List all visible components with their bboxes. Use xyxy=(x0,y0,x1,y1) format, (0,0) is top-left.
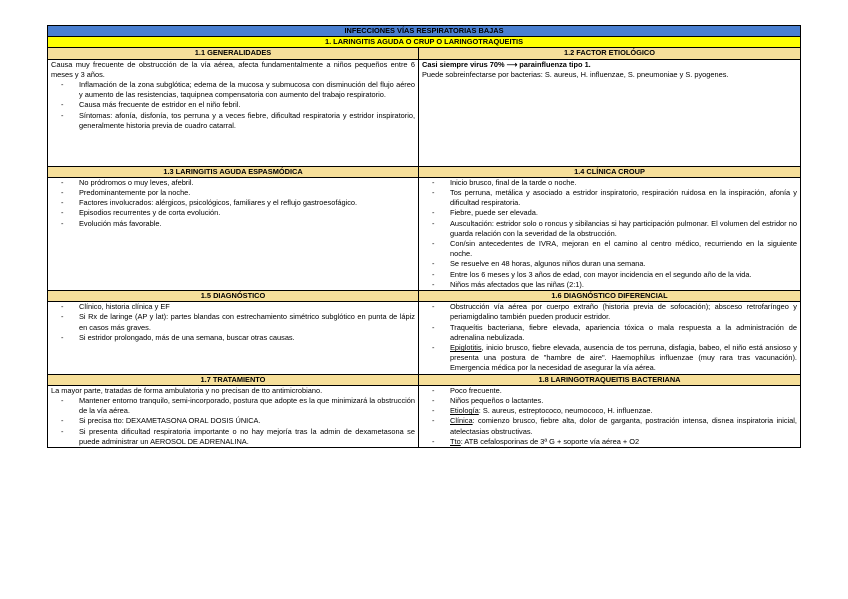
list-item: - Se resuelve en 48 horas, algunos niños duran una semana. xyxy=(422,259,797,269)
tratamiento-intro: La mayor parte, tratadas de forma ambulatoria y no precisan de tto antimicrobiano. xyxy=(51,385,323,395)
section-laringotraqueitis-bacteriana xyxy=(419,385,801,447)
section-header-diagnostico: 1.5 DIAGNÓSTICO xyxy=(48,291,419,302)
list-item: - Predominantemente por la noche. xyxy=(51,188,415,198)
list-item: - Entre los 6 meses y los 3 años de edad, con mayor incidencia en el segundo año de la vida. xyxy=(422,270,797,280)
list-item: - Clínico, historia clínica y EF xyxy=(51,302,415,312)
list-item: - Niños más afectados que las niñas (2:1). xyxy=(422,280,797,290)
diagnostico-diferencial-list xyxy=(422,302,797,373)
list-item: - Tos perruna, metálica y asociado a estridor inspiratorio, respiración ruidosa en la inspiración, afonía y dificultad respiratoria. xyxy=(422,188,797,208)
list-item: - No pródromos o muy leves, afebril. xyxy=(51,178,415,188)
epiglotitis-label: Epiglotitis xyxy=(450,343,482,353)
list-item: - Si presenta dificultad respiratoria importante o no hay mejoría tras la admin de dexametasona se puede administrar un AEROSOL DE ADRENALINA. xyxy=(51,427,415,447)
clinica-croup-list xyxy=(422,178,797,290)
generalidades-list xyxy=(51,80,415,131)
list-item: - Si estridor prolongado, más de una semana, buscar otras causas. xyxy=(51,333,415,343)
generalidades-intro: Causa muy frecuente de obstrucción de la vía aérea, afecta fundamentalmente a niños pequeños entre 6 meses y 3 años. xyxy=(51,59,415,79)
list-item xyxy=(422,437,797,447)
section-tratamiento xyxy=(48,385,419,447)
list-item: - Si Rx de laringe (AP y lat): partes blandas con estrechamiento simétrico subglótico en punta de lápiz en casos más graves. xyxy=(51,312,415,332)
section-header-clinica-croup: 1.4 CLÍNICA CROUP xyxy=(419,166,801,177)
clinica-text: : comienzo brusco, fiebre alta, dolor de garganta, postración intensa, disnea inspiratoria inicial, atelectasias obstructivas. xyxy=(450,416,797,436)
list-item: - Con/sin antecedentes de IVRA, mejoran en el camino al centro médico, recurriendo en la siguiente noche. xyxy=(422,239,797,259)
list-item: - Episodios recurrentes y de corta evolución. xyxy=(51,208,415,218)
section-diagnostico xyxy=(48,302,419,374)
list-item: - Fiebre, puede ser elevada. xyxy=(422,208,797,218)
document-sheet xyxy=(47,25,800,448)
section-header-espasmodica: 1.3 LARINGITIS AGUDA ESPASMÓDICA xyxy=(48,166,419,177)
list-item xyxy=(422,406,797,416)
section-header-tratamiento: 1.7 TRATAMIENTO xyxy=(48,374,419,385)
section-header-generalidades: 1.1 GENERALIDADES xyxy=(48,48,419,59)
section-factor-etiologico xyxy=(419,59,801,166)
diagnostico-list xyxy=(51,302,415,343)
list-item: - Causa más frecuente de estridor en el niño febril. xyxy=(51,100,415,110)
section-diagnostico-diferencial xyxy=(419,302,801,374)
list-item: - Si precisa tto: DEXAMETASONA ORAL DOSIS ÚNICA. xyxy=(51,416,415,426)
list-item: - Niños pequeños o lactantes. xyxy=(422,396,797,406)
list-item: - Auscultación: estridor solo o roncus y sibilancias si hay participación pulmonar. El volumen del estridor no guarda relación con la severidad de la obstrucción. xyxy=(422,219,797,239)
section-espasmodica xyxy=(48,177,419,290)
espasmodica-list xyxy=(51,178,415,229)
etiologia-text: : S. aureus, estreptococo, neumococo, H. influenzae. xyxy=(478,406,653,416)
document-title: INFECCIONES VÍAS RESPIRATORIAS BAJAS xyxy=(48,26,801,37)
list-item: - Síntomas: afonía, disfonía, tos perruna y a veces fiebre, dificultad respiratoria y estridor inspiratorio, generalmente historia previa de cuadro catarral. xyxy=(51,111,415,131)
bacteriana-list xyxy=(422,386,797,447)
tto-text: : ATB cefalosporinas de 3ª G + soporte vía aérea + O2 xyxy=(460,436,640,446)
tto-label: Tto xyxy=(450,436,461,446)
list-item xyxy=(422,343,797,374)
etiologia-label: Etiología xyxy=(450,406,479,416)
list-item: - Evolución más favorable. xyxy=(51,219,415,229)
etiologia-line-1: Casi siempre virus 70% ⟶ parainfluenza tipo 1. xyxy=(422,59,591,69)
section-header-factor-etiologico: 1.2 FACTOR ETIOLÓGICO xyxy=(419,48,801,59)
document-subtitle: 1. LARINGITIS AGUDA O CRUP O LARINGOTRAQUEITIS xyxy=(48,37,801,48)
clinica-label: Clínica xyxy=(450,416,473,426)
list-item: - Mantener entorno tranquilo, semi-incorporado, postura que adopte es la que minimizará la obstrucción de la vía aérea. xyxy=(51,396,415,416)
epiglotitis-text: , inicio brusco, fiebre elevada, ausencia de tos perruna, disfagia, babeo, el niño está ansioso y presenta una postura de "hambre de aire". Haemophilus influenzae (muy rara tras vacunación). Emergencia médica por la necesidad de asegurar la vía aérea. xyxy=(450,343,797,373)
etiologia-line-2: Puede sobreinfectarse por bacterias: S. aureus, H. influenzae, S. pneumoniae y S. pyogenes. xyxy=(422,69,729,79)
tratamiento-list xyxy=(51,396,415,447)
section-clinica-croup xyxy=(419,177,801,290)
summary-table xyxy=(47,25,801,448)
list-item: - Inicio brusco, final de la tarde o noche. xyxy=(422,178,797,188)
section-header-diagnostico-diferencial: 1.6 DIAGNÓSTICO DIFERENCIAL xyxy=(419,291,801,302)
section-header-laringotraqueitis-bacteriana: 1.8 LARINGOTRAQUEITIS BACTERIANA xyxy=(419,374,801,385)
list-item xyxy=(422,416,797,436)
list-item: - Poco frecuente. xyxy=(422,386,797,396)
list-item: - Factores involucrados: alérgicos, psicológicos, familiares y el reflujo gastroesofágico. xyxy=(51,198,415,208)
list-item: - Inflamación de la zona subglótica; edema de la mucosa y submucosa con disminución del flujo aéreo y aumento de las resistencias, taquipnea compensatoria con aumento del trabajo respiratorio. xyxy=(51,80,415,100)
list-item: - Traqueítis bacteriana, fiebre elevada, apariencia tóxica o mala respuesta a la administración de adrenalina nebulizada. xyxy=(422,323,797,343)
list-item: - Obstrucción vía aérea por cuerpo extraño (historia previa de sofocación); absceso retrofaríngeo y periamigdalino también pueden producir estridor. xyxy=(422,302,797,322)
section-generalidades xyxy=(48,59,419,166)
